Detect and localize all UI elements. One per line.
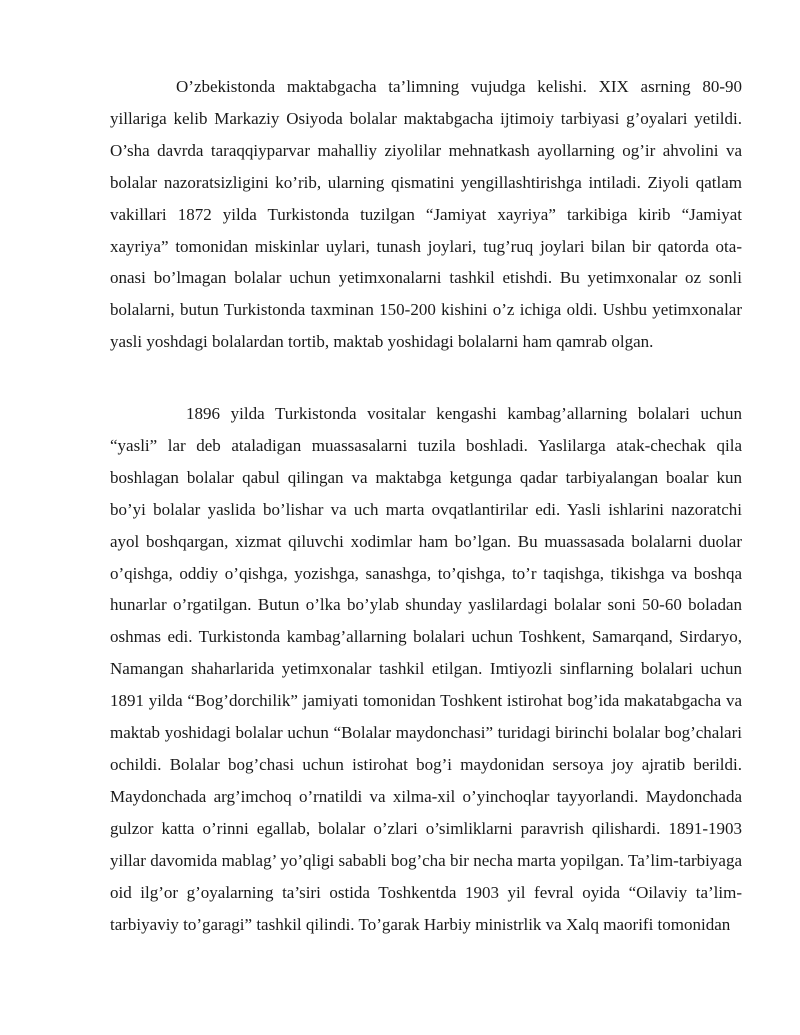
text-block-1 (110, 71, 742, 358)
paragraph-2: 1896 yilda Turkistonda vositalar kengashi kambag’allarning bolalari uchun “yasli” lar deb ataladigan muassasalarni tuzila boshladi. Yaslilarga atak-chechak qila boshlagan bolalar qabul qilingan va maktabga ketgunga qadar tarbiyalangan boalar kun bo’yi bolalar yaslida bo’lishar va uch marta ovqatlantirilar edi. Yasli ishlarini nazoratchi ayol boshqargan, xizmat qiluvchi xodimlar ham bo’lgan. Bu muassasada bolalarni duolar o’qishga, oddiy o’qishga, yozishga, sanashga, to’qishga, to’r taqishga, tikishga va boshqa hunarlar o’rgatilgan. Butun o’lka bo’ylab shunday yaslilardagi bolalar soni 50-60 boladan oshmas edi. Turkistonda kambag’allarning bolalari uchun Toshkent, Samarqand, Sirdaryo, Namangan shaharlarida yetimxonalar tashkil etilgan. Imtiyozli sinflarning bolalari uchun 1891 yilda “Bog’dorchilik” jamiyati tomonidan Toshkent istirohat bog’ida makatabgacha va maktab yoshidagi bolalar uchun “Bolalar maydonchasi” turidagi birinchi bolalar bog’chalari ochildi. Bolalar bog’chasi uchun istirohat bog’i maydonidan sersoya joy ajratib berildi. Maydonchada arg’imchoq o’rnatildi va xilma-xil o’yinchoqlar tayyorlandi. Maydonchada gulzor katta o’rinni egallab, bolalar o’zlari o’simliklarni paravrish qilishardi. 1891-1903 yillar davomida mablag’ yo’qligi sababli bog’cha bir necha marta yopilgan. Ta’lim-tarbiyaga oid ilg’or g’oyalarning ta’siri ostida Toshkentda 1903 yil fevral oyida “Oilaviy ta’lim-tarbiyaviy to’garagi” tashkil qilindi. To’garak Harbiy ministrlik va Xalq maorifi tomonidan (110, 404, 742, 934)
text-block-2 (110, 398, 742, 940)
paragraph-1: O’zbekistonda maktabgacha ta’limning vujudga kelishi. XIX asrning 80-90 yillariga kelib Markaziy Osiyoda bolalar maktabgacha ijtimoiy tarbiyasi g’oyalari yetildi. O’sha davrda taraqqiyparvar mahalliy ziyolilar mehnatkash ayollarning og’ir ahvolini va bolalar nazoratsizligini ko’rib, ularning qismatini yengillashtirishga intiladi. Ziyoli qatlam vakillari 1872 yilda Turkistonda tuzilgan “Jamiyat xayriya” tarkibiga kirib “Jamiyat xayriya” tomonidan miskinlar uylari, tunash joylari, tug’ruq joylari bilan bir qatorda ota-onasi bo’lmagan bolalar uchun yetimxonalarni tashkil etishdi. Bu yetimxonalar oz sonli bolalarni, butun Turkistonda taxminan 150-200 kishini o’z ichiga oldi. Ushbu yetimxonalar yasli yoshdagi bolalardan tortib, maktab yoshidagi bolalarni ham qamrab olgan. (110, 77, 742, 352)
